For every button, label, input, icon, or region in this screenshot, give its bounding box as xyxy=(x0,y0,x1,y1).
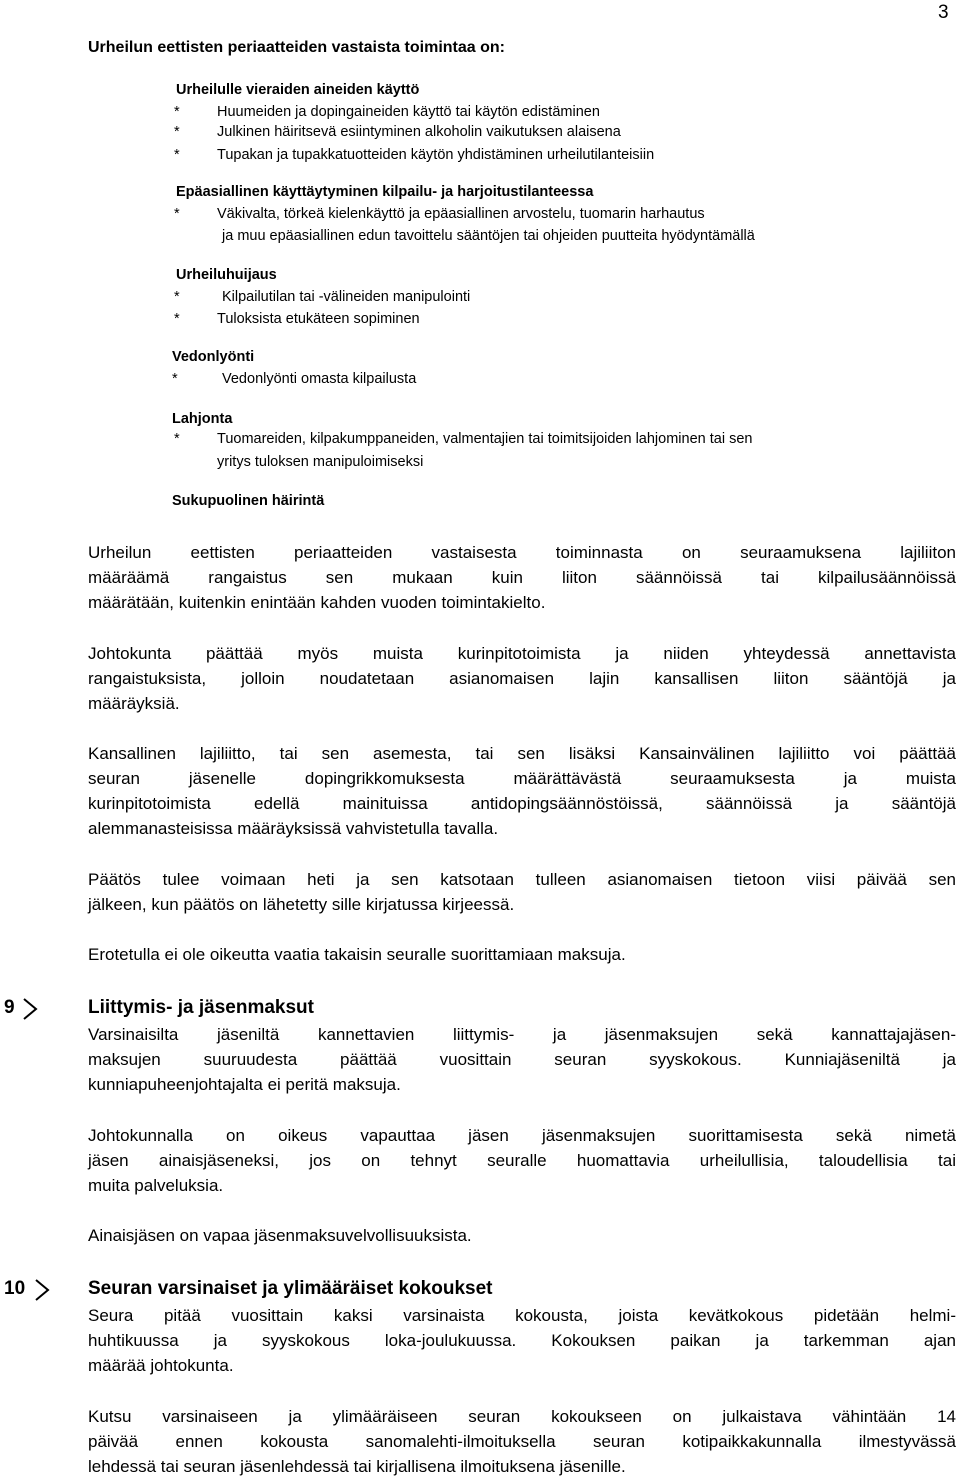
paragraph-line: jäsen ainaisjäseneksi, jos on tehnyt seuralle huomattavia urheilullisia, taloudellisia tai xyxy=(88,1151,956,1170)
list-item-continuation: ja muu epäasiallinen edun tavoittelu sääntöjen tai ohjeiden puutteita hyödyntämällä xyxy=(222,228,755,244)
paragraph-line: päivää ennen kokousta sanomalehti-ilmoituksella seuran kotipaikkakunnalla ilmestyvässä xyxy=(88,1432,956,1451)
list-item: Väkivalta, törkeä kielenkäyttö ja epäasiallinen arvostelu, tuomarin harhautus xyxy=(217,206,705,222)
paragraph-expelled xyxy=(88,942,956,967)
bullet: * xyxy=(174,124,180,140)
list-item: Kilpailutilan tai -välineiden manipulointi xyxy=(222,289,471,305)
bullet: * xyxy=(174,147,180,163)
paragraph-line: Kansallinen lajiliitto, tai sen asemesta, tai sen lisäksi Kansainvälinen lajiliitto voi päättää xyxy=(88,744,956,763)
page-heading: Urheilun eettisten periaatteiden vastaista toimintaa on: xyxy=(88,39,505,56)
list-item: Huumeiden ja dopingaineiden käyttö tai käytön edistäminen xyxy=(217,104,600,120)
paragraph-line: määräyksiä. xyxy=(88,694,180,713)
bullet: * xyxy=(174,104,180,120)
section-title: Seuran varsinaiset ja ylimääräiset kokoukset xyxy=(88,1278,493,1299)
paragraph-line: lehdessä tai seuran jäsenlehdessä tai kirjallisena ilmoituksena jäsenille. xyxy=(88,1457,626,1476)
paragraph-line: seuran jäsenelle dopingrikkomuksesta määrättävästä seuraamuksesta ja muista xyxy=(88,769,956,788)
group-title-cheating: Urheiluhuijaus xyxy=(176,267,277,283)
group-title-harassment: Sukupuolinen häirintä xyxy=(172,493,325,509)
paragraph-line: Urheilun eettisten periaatteiden vastaisesta toiminnasta on seuraamuksena lajiliiton xyxy=(88,543,956,562)
paragraph-line: Seura pitää vuosittain kaksi varsinaista kokousta, joista kevätkokous pidetään helmi- xyxy=(88,1306,956,1325)
list-item-continuation: yritys tuloksen manipuloimiseksi xyxy=(217,454,424,470)
list-item: Tuloksista etukäteen sopiminen xyxy=(217,311,420,327)
group-title-betting: Vedonlyönti xyxy=(172,349,255,365)
paragraph-line: Johtokunnalla on oikeus vapauttaa jäsen jäsenmaksujen suorittamisesta sekä nimetä xyxy=(88,1126,956,1145)
paragraph-line: rangaistuksista, jolloin noudatetaan asianomaisen lajin kansallisen liiton sääntöjä ja xyxy=(88,669,956,688)
section-sign-icon xyxy=(34,1278,50,1302)
paragraph-line: Kutsu varsinaiseen ja ylimääräiseen seuran kokoukseen on julkaistava vähintään 14 xyxy=(88,1407,956,1426)
paragraph-line: Johtokunta päättää myös muista kurinpitotoimista ja niiden yhteydessä annettavista xyxy=(88,644,956,663)
paragraph-line: määrää johtokunta. xyxy=(88,1356,234,1375)
section-sign-icon xyxy=(22,997,38,1021)
section-number: 9 xyxy=(4,997,15,1018)
group-title-behaviour: Epäasiallinen käyttäytyminen kilpailu- ja harjoitustilanteessa xyxy=(176,184,594,200)
list-item: Tuomareiden, kilpakumppaneiden, valmentajien tai toimitsijoiden lahjominen tai sen xyxy=(217,431,753,447)
paragraph-line: kunniapuheenjohtajalta ei peritä maksuja. xyxy=(88,1075,401,1094)
paragraph-line: kurinpitotoimista edellä mainituissa antidopingsäännöstöissä, säännöissä ja sääntöjä xyxy=(88,794,956,813)
paragraph-line: maksujen suuruudesta päättää vuosittain seuran syyskokous. Kunniajäseniltä ja xyxy=(88,1050,956,1069)
list-item: Vedonlyönti omasta kilpailusta xyxy=(222,371,417,387)
paragraph-fee-exemption xyxy=(88,1123,956,1198)
list-item: Julkinen häiritsevä esiintyminen alkoholin vaikutuksen alaisena xyxy=(217,124,621,140)
bullet: * xyxy=(174,289,180,305)
paragraph-national-federation xyxy=(88,741,956,841)
paragraph-board-decisions xyxy=(88,641,956,716)
group-title-bribery: Lahjonta xyxy=(172,411,233,427)
paragraph-line: huhtikuussa ja syyskokous loka-joulukuussa. Kokouksen paikan ja tarkemman ajan xyxy=(88,1331,956,1350)
paragraph-line: alemmanasteisissa määräyksissä vahvistetulla tavalla. xyxy=(88,819,499,838)
bullet: * xyxy=(174,431,180,447)
bullet: * xyxy=(174,206,180,222)
paragraph-line: Ainaisjäsen on vapaa jäsenmaksuvelvollisuuksista. xyxy=(88,1226,472,1245)
paragraph-line: määräämä rangaistus sen mukaan kuin liiton säännöissä tai kilpailusäännöissä xyxy=(88,568,956,587)
paragraph-life-member xyxy=(88,1223,956,1248)
section-number: 10 xyxy=(4,1278,26,1299)
paragraph-line: Varsinaisilta jäseniltä kannettavien liittymis- ja jäsenmaksujen sekä kannattajajäsen- xyxy=(88,1025,956,1044)
bullet: * xyxy=(172,371,178,387)
paragraph-line: Päätös tulee voimaan heti ja sen katsotaan tulleen asianomaisen tietoon viisi päivää sen xyxy=(88,870,956,889)
page-number: 3 xyxy=(938,2,949,23)
paragraph-invitation xyxy=(88,1404,956,1479)
paragraph-fees xyxy=(88,1022,956,1097)
section-title: Liittymis- ja jäsenmaksut xyxy=(88,997,314,1018)
list-item: Tupakan ja tupakkatuotteiden käytön yhdistäminen urheilutilanteisiin xyxy=(217,147,655,163)
paragraph-meetings xyxy=(88,1303,956,1378)
paragraph-line: muita palveluksia. xyxy=(88,1176,224,1195)
bullet: * xyxy=(174,311,180,327)
paragraph-line: määrätään, kuitenkin enintään kahden vuoden toimintakielto. xyxy=(88,593,546,612)
group-title-substances: Urheilulle vieraiden aineiden käyttö xyxy=(176,82,420,98)
paragraph-decision-effect xyxy=(88,867,956,917)
paragraph-sanctions xyxy=(88,540,956,615)
paragraph-line: jälkeen, kun päätös on lähetetty sille kirjatussa kirjeessä. xyxy=(88,895,515,914)
paragraph-line: Erotetulla ei ole oikeutta vaatia takaisin seuralle suorittamiaan maksuja. xyxy=(88,945,626,964)
